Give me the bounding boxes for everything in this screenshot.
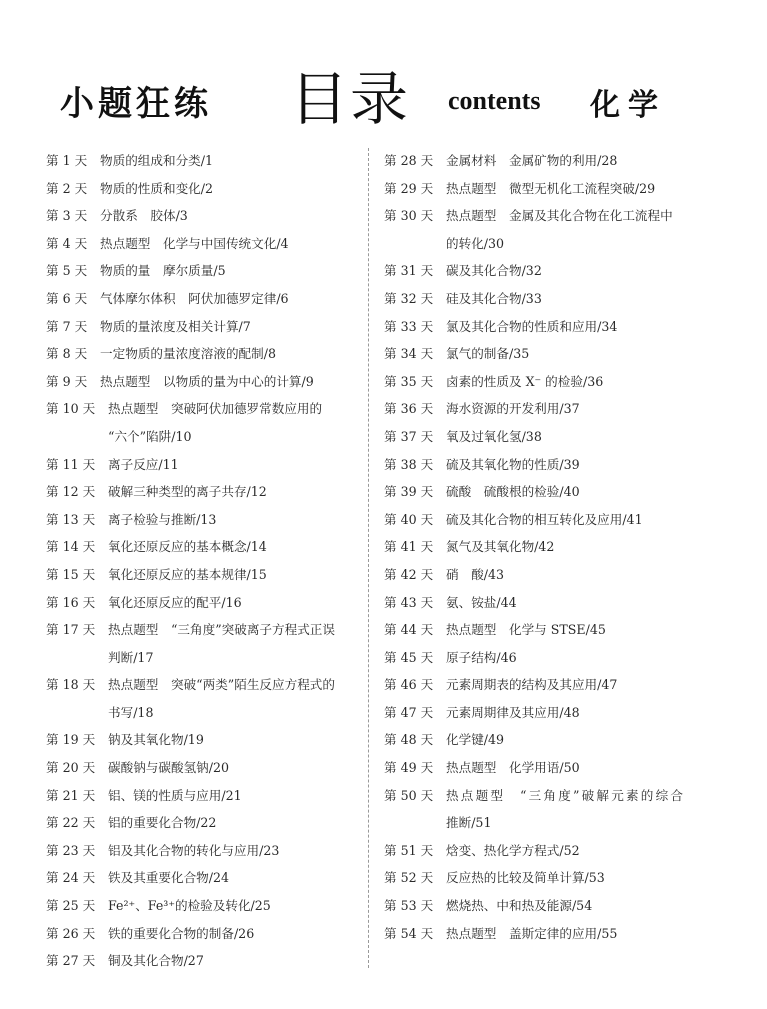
- toc-entry[interactable]: [384, 920, 714, 948]
- toc-entry[interactable]: [46, 726, 362, 754]
- toc-entry-continuation: [46, 423, 362, 451]
- toc-entry[interactable]: [46, 175, 362, 203]
- toc-topic: 氯及其化合物的性质和应用/34: [446, 318, 618, 334]
- toc-entry[interactable]: [46, 395, 362, 423]
- toc-entry[interactable]: [384, 699, 714, 727]
- toc-entry[interactable]: [384, 395, 714, 423]
- toc-entry[interactable]: [384, 561, 714, 589]
- toc-entry[interactable]: [46, 478, 362, 506]
- subject-label: 化学: [590, 88, 666, 123]
- toc-day-label: 第 23 天: [46, 842, 96, 858]
- toc-topic: 元素周期表的结构及其应用/47: [446, 677, 618, 693]
- toc-entry[interactable]: [46, 947, 362, 975]
- toc-topic: 分散系 胶体/3: [100, 208, 188, 224]
- toc-topic: 铝的重要化合物/22: [108, 815, 217, 831]
- toc-day-label: 第 44 天: [384, 622, 434, 638]
- toc-right-column: [384, 147, 714, 947]
- toc-day-label: 第 28 天: [384, 153, 434, 168]
- toc-topic-continued: 推断/51: [446, 815, 492, 831]
- toc-topic-continued: 书写/18: [108, 704, 154, 720]
- toc-day-label: 第 18 天: [46, 677, 96, 693]
- toc-entry[interactable]: [384, 285, 714, 313]
- toc-topic: 离子检验与推断/13: [108, 511, 217, 527]
- toc-entry[interactable]: [384, 782, 714, 810]
- toc-entry[interactable]: [46, 616, 362, 644]
- toc-topic: 热点题型 化学用语/50: [446, 760, 580, 776]
- toc-topic: 气体摩尔体积 阿伏加德罗定律/6: [100, 290, 289, 306]
- toc-topic: 铝、镁的性质与应用/21: [108, 787, 242, 803]
- toc-day-label: 第 39 天: [384, 484, 434, 500]
- series-title: 小题狂练: [60, 84, 212, 124]
- toc-entry[interactable]: [384, 671, 714, 699]
- toc-day-label: 第 17 天: [46, 622, 96, 638]
- toc-day-label: 第 21 天: [46, 787, 96, 803]
- toc-entry[interactable]: [384, 423, 714, 451]
- toc-topic: 金属材料 金属矿物的利用/28: [446, 153, 618, 168]
- column-divider: [368, 148, 369, 968]
- toc-entry[interactable]: [46, 782, 362, 810]
- toc-entry[interactable]: [46, 754, 362, 782]
- page-title: 目录: [290, 65, 411, 133]
- toc-topic: 热点题型 突破阿伏加德罗常数应用的: [108, 401, 323, 417]
- toc-day-label: 第 6 天: [46, 290, 88, 306]
- toc-entry[interactable]: [46, 257, 362, 285]
- toc-topic: 卤素的性质及 X⁻ 的检验/36: [446, 373, 604, 389]
- toc-topic: 燃烧热、中和热及能源/54: [446, 898, 593, 914]
- toc-topic: 热点题型 盖斯定律的应用/55: [446, 925, 618, 941]
- toc-topic: 碳及其化合物/32: [446, 263, 542, 279]
- toc-entry[interactable]: [384, 892, 714, 920]
- toc-topic: 硫及其氧化物的性质/39: [446, 456, 580, 472]
- toc-topic: 氮气及其氧化物/42: [446, 539, 555, 555]
- toc-entry[interactable]: [46, 920, 362, 948]
- toc-topic: 铜及其化合物/27: [108, 953, 204, 969]
- toc-topic: 物质的量 摩尔质量/5: [100, 263, 226, 279]
- toc-entry[interactable]: [384, 340, 714, 368]
- toc-topic: 物质的性质和变化/2: [100, 180, 214, 196]
- toc-entry[interactable]: [384, 754, 714, 782]
- toc-entry[interactable]: [46, 561, 362, 589]
- toc-topic: 氨、铵盐/44: [446, 594, 517, 610]
- toc-day-label: 第 8 天: [46, 346, 88, 362]
- toc-day-label: 第 45 天: [384, 649, 434, 665]
- toc-day-label: 第 16 天: [46, 594, 96, 610]
- toc-topic: 硝 酸/43: [446, 566, 505, 582]
- toc-entry[interactable]: [46, 368, 362, 396]
- toc-entry[interactable]: [46, 313, 362, 341]
- toc-day-label: 第 25 天: [46, 898, 96, 914]
- toc-day-label: 第 13 天: [46, 511, 96, 527]
- toc-topic: 钠及其氧化物/19: [108, 732, 204, 748]
- toc-day-label: 第 34 天: [384, 346, 434, 362]
- toc-topic: 铝及其化合物的转化与应用/23: [108, 842, 280, 858]
- toc-day-label: 第 12 天: [46, 484, 96, 500]
- toc-topic: 热点题型 “三角度”突破离子方程式正误: [108, 622, 335, 638]
- toc-topic: 一定物质的量浓度溶液的配制/8: [100, 346, 276, 362]
- toc-topic: 氯气的制备/35: [446, 346, 530, 362]
- toc-topic-continued: 判断/17: [108, 649, 154, 665]
- toc-day-label: 第 15 天: [46, 566, 96, 582]
- toc-entry[interactable]: [46, 202, 362, 230]
- toc-entry[interactable]: [46, 506, 362, 534]
- toc-day-label: 第 14 天: [46, 539, 96, 555]
- toc-day-label: 第 10 天: [46, 401, 96, 417]
- toc-day-label: 第 26 天: [46, 925, 96, 941]
- toc-entry[interactable]: [46, 147, 362, 175]
- toc-day-label: 第 9 天: [46, 373, 88, 389]
- toc-topic: 物质的组成和分类/1: [100, 153, 214, 168]
- toc-topic: 氧及过氧化氢/38: [446, 428, 542, 444]
- toc-topic: 离子反应/11: [108, 456, 179, 472]
- toc-day-label: 第 3 天: [46, 208, 88, 224]
- toc-day-label: 第 1 天: [46, 153, 88, 168]
- toc-topic: 热点题型 “三角度”破解元素的综合: [446, 787, 686, 803]
- toc-topic: 热点题型 化学与中国传统文化/4: [100, 235, 289, 251]
- toc-day-label: 第 48 天: [384, 732, 434, 748]
- toc-entry[interactable]: [384, 837, 714, 865]
- toc-day-label: 第 54 天: [384, 925, 434, 941]
- toc-topic: 反应热的比较及简单计算/53: [446, 870, 605, 886]
- toc-day-label: 第 7 天: [46, 318, 88, 334]
- toc-entry[interactable]: [46, 809, 362, 837]
- toc-day-label: 第 24 天: [46, 870, 96, 886]
- toc-entry[interactable]: [384, 726, 714, 754]
- toc-entry[interactable]: [384, 202, 714, 230]
- toc-day-label: 第 30 天: [384, 208, 434, 224]
- toc-entry[interactable]: [384, 864, 714, 892]
- toc-left-column: [46, 147, 362, 975]
- toc-topic: 化学键/49: [446, 732, 505, 748]
- title-bar: [0, 0, 767, 133]
- toc-entry[interactable]: [384, 644, 714, 672]
- toc-day-label: 第 27 天: [46, 953, 96, 969]
- toc-topic: 铁的重要化合物的制备/26: [108, 925, 255, 941]
- toc-entry[interactable]: [46, 864, 362, 892]
- toc-day-label: 第 33 天: [384, 318, 434, 334]
- toc-entry-continuation: [46, 644, 362, 672]
- toc-day-label: 第 29 天: [384, 180, 434, 196]
- toc-day-label: 第 4 天: [46, 235, 88, 251]
- toc-entry[interactable]: [384, 589, 714, 617]
- toc-entry[interactable]: [46, 671, 362, 699]
- toc-entry[interactable]: [384, 175, 714, 203]
- toc-day-label: 第 53 天: [384, 898, 434, 914]
- toc-day-label: 第 47 天: [384, 704, 434, 720]
- toc-topic: 硅及其化合物/33: [446, 290, 542, 306]
- toc-topic: 硫及其化合物的相互转化及应用/41: [446, 511, 643, 527]
- toc-topic: 原子结构/46: [446, 649, 517, 665]
- toc-entry[interactable]: [46, 892, 362, 920]
- toc-day-label: 第 35 天: [384, 373, 434, 389]
- toc-day-label: 第 5 天: [46, 263, 88, 279]
- toc-entry[interactable]: [46, 533, 362, 561]
- toc-topic: 热点题型 突破“两类”陌生反应方程式的: [108, 677, 335, 693]
- toc-topic: 铁及其重要化合物/24: [108, 870, 230, 886]
- toc-topic: 氧化还原反应的配平/16: [108, 594, 242, 610]
- toc-entry-continuation: [46, 699, 362, 727]
- toc-entry[interactable]: [384, 147, 714, 175]
- toc-entry[interactable]: [384, 368, 714, 396]
- toc-entry[interactable]: [46, 589, 362, 617]
- toc-entry-continuation: [384, 230, 714, 258]
- toc-day-label: 第 51 天: [384, 842, 434, 858]
- page-title-en: contents: [448, 86, 541, 115]
- toc-entry[interactable]: [384, 478, 714, 506]
- toc-day-label: 第 50 天: [384, 787, 434, 803]
- toc-day-label: 第 46 天: [384, 677, 434, 693]
- toc-topic: 碳酸钠与碳酸氢钠/20: [108, 760, 230, 776]
- toc-topic: 硫酸 硫酸根的检验/40: [446, 484, 580, 500]
- toc-topic-continued: “六个”陷阱/10: [108, 428, 192, 444]
- toc-entry[interactable]: [46, 451, 362, 479]
- toc-topic: 物质的量浓度及相关计算/7: [100, 318, 251, 334]
- toc-entry[interactable]: [384, 506, 714, 534]
- toc-entry[interactable]: [384, 313, 714, 341]
- toc-topic: 破解三种类型的离子共存/12: [108, 484, 267, 500]
- toc-topic: 热点题型 金属及其化合物在化工流程中: [446, 208, 673, 224]
- toc-topic: 海水资源的开发利用/37: [446, 401, 580, 417]
- toc-day-label: 第 2 天: [46, 180, 88, 196]
- toc-day-label: 第 38 天: [384, 456, 434, 472]
- toc-entry[interactable]: [384, 257, 714, 285]
- toc-day-label: 第 43 天: [384, 594, 434, 610]
- toc-day-label: 第 36 天: [384, 401, 434, 417]
- toc-day-label: 第 52 天: [384, 870, 434, 886]
- toc-topic: 热点题型 微型无机化工流程突破/29: [446, 180, 656, 196]
- toc-topic: 热点题型 化学与 STSE/45: [446, 622, 606, 638]
- toc-entry[interactable]: [384, 533, 714, 561]
- toc-entry[interactable]: [384, 451, 714, 479]
- toc-day-label: 第 32 天: [384, 290, 434, 306]
- toc-topic: 焓变、热化学方程式/52: [446, 842, 580, 858]
- toc-topic: 氧化还原反应的基本规律/15: [108, 566, 267, 582]
- toc-topic: 元素周期律及其应用/48: [446, 704, 580, 720]
- toc-topic: Fe²⁺、Fe³⁺的检验及转化/25: [108, 898, 271, 914]
- toc-day-label: 第 42 天: [384, 566, 434, 582]
- toc-entry[interactable]: [46, 340, 362, 368]
- toc-day-label: 第 37 天: [384, 428, 434, 444]
- toc-day-label: 第 11 天: [46, 456, 96, 472]
- toc-topic: 氧化还原反应的基本概念/14: [108, 539, 267, 555]
- toc-entry[interactable]: [46, 837, 362, 865]
- toc-day-label: 第 22 天: [46, 815, 96, 831]
- toc-entry-continuation: [384, 809, 714, 837]
- toc-entry[interactable]: [384, 616, 714, 644]
- toc-entry[interactable]: [46, 230, 362, 258]
- toc-day-label: 第 41 天: [384, 539, 434, 555]
- toc-topic: 热点题型 以物质的量为中心的计算/9: [100, 373, 314, 389]
- toc-topic-continued: 的转化/30: [446, 235, 505, 251]
- toc-day-label: 第 31 天: [384, 263, 434, 279]
- toc-day-label: 第 49 天: [384, 760, 434, 776]
- toc-day-label: 第 40 天: [384, 511, 434, 527]
- toc-day-label: 第 20 天: [46, 760, 96, 776]
- toc-entry[interactable]: [46, 285, 362, 313]
- toc-day-label: 第 19 天: [46, 732, 96, 748]
